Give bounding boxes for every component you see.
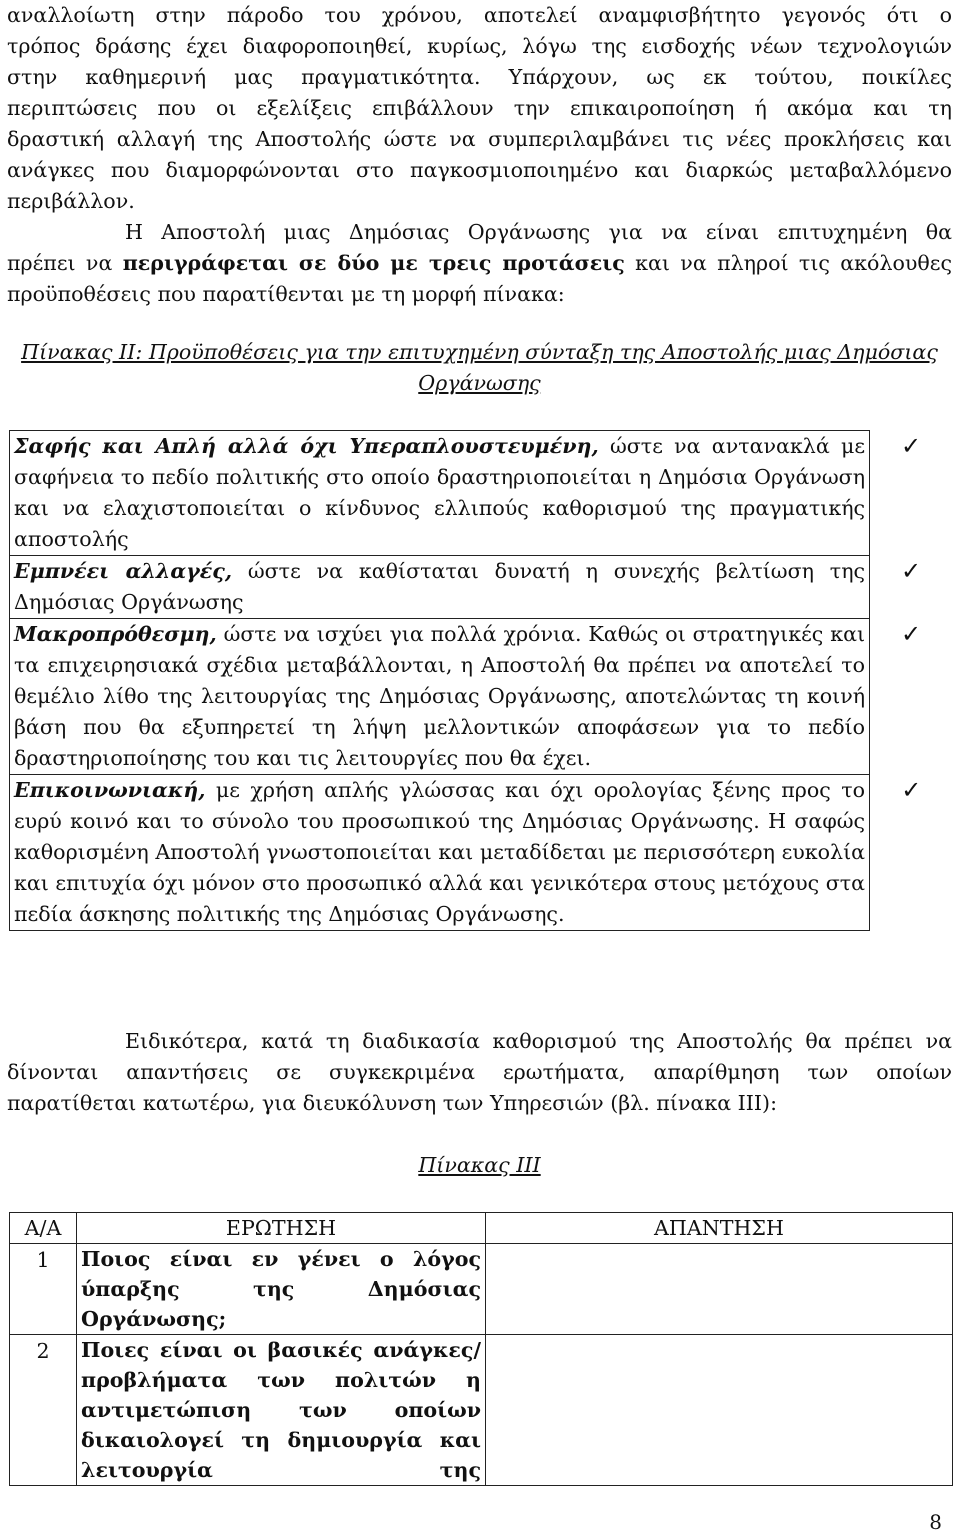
table-row (10, 619, 953, 775)
paragraph-2-text: και να πληροί τις ακόλουθες (624, 251, 952, 275)
criterion-term: Επικοινωνιακή, (14, 778, 206, 802)
table-3-caption (7, 1150, 952, 1181)
table-2-cell (10, 431, 870, 556)
paragraph-2-line: Η Αποστολή μιας Δημόσιας Οργάνωσης για να είναι επιτυχημένη θα (125, 220, 952, 244)
check-icon: ✓ (900, 556, 922, 585)
column-header-num: Α/Α (10, 1213, 77, 1244)
table-2 (9, 430, 953, 931)
table-row (10, 1335, 953, 1486)
column-header-question: ΕΡΩΤΗΣΗ (77, 1213, 486, 1244)
table-2-caption-line: Οργάνωσης (418, 371, 541, 395)
paragraph-1-line: αναλλοίωτη στην πάροδο του χρόνου, αποτελεί αναμφισβήτητο γεγονός ότι ο (7, 3, 952, 27)
row-number: 1 (10, 1244, 77, 1335)
criterion-text: με χρήση απλής γλώσσας και όχι ορολογίας ξένης προς το ευρύ κοινό και το σύνολο του προσωπικού της Δημόσιας Οργάνωσης. Η σαφώς καθορισμένη Αποστολή γνωστοποιείται και μεταδίδεται με περισσότερη ευκολία και επιτυχία όχι μόνον στο προσωπικό αλλά και γενικότερα στους μετόχους στα πεδία άσκησης πολιτικής της Δημόσιας Οργάνωσης. (14, 778, 866, 926)
page-number: 8 (929, 1510, 942, 1534)
table-2-caption-line: Πίνακας ΙΙ: Προϋποθέσεις για την επιτυχημένη σύνταξη της Αποστολής μιας Δημόσιας (21, 340, 938, 364)
criterion-text: ώστε να αντανακλά με σαφήνεια το πεδίο πολιτικής στο οποίο δραστηριοποιείται η Δημόσια Οργάνωση και να ελαχιστοποιείται ο κίνδυνος ελλιπούς καθορισμού της πραγματικής αποστολής (14, 434, 866, 551)
paragraph-3-line: Ειδικότερα, κατά τη διαδικασία καθορισμού της Αποστολής θα πρέπει να (125, 1029, 952, 1053)
paragraph-3 (7, 1026, 952, 1119)
table-2-cell (10, 619, 870, 775)
criterion-term: Εμπνέει αλλαγές, (14, 559, 232, 583)
table-2-cell (10, 556, 870, 619)
criterion-term: Μακροπρόθεσμη, (14, 622, 217, 646)
table-row (10, 431, 953, 556)
check-icon: ✓ (901, 775, 922, 804)
paragraph-1-line: περιβάλλον. (7, 189, 135, 213)
table-2-caption (7, 337, 952, 399)
question-cell: Ποιες είναι οι βασικές ανάγκες/προβλήματα των πολιτών η αντιμετώπιση των οποίων δικαιολογεί τη δημιουργία και λειτουργία της (77, 1335, 486, 1486)
answer-cell (486, 1244, 953, 1335)
criterion-text: ώστε να καθίσταται δυνατή η συνεχής βελτίωση της Δημόσιας Οργάνωσης (14, 559, 866, 614)
criterion-text: ώστε να ισχύει για πολλά χρόνια. Καθώς οι στρατηγικές και τα επιχειρησιακά σχέδια μεταβάλλονται, η Αποστολή θα πρέπει να αποτελεί το θεμέλιο λίθο της λειτουργίας της Δημόσιας Οργάνωσης, αποτελώντας τη κοινή βάση που θα εξυπηρετεί τη λήψη μελλοντικών αποφάσεων για το πεδίο δραστηριοποίησης του και τις λειτουργίες που θα έχει. (14, 622, 866, 770)
table-3 (9, 1212, 953, 1486)
table-row (10, 1244, 953, 1335)
paragraph-1-line: δραστική αλλαγή της Αποστολής ώστε να συμπεριλαμβάνει τις νέες προκλήσεις και (7, 127, 952, 151)
paragraph-1-line: τρόπος δράσης έχει διαφοροποιηθεί, κυρίως, λόγω της εισδοχής νέων τεχνολογιών (7, 34, 952, 58)
column-header-answer: ΑΠΑΝΤΗΣΗ (486, 1213, 953, 1244)
check-icon: ✓ (900, 619, 922, 648)
criterion-term: Σαφής και Απλή αλλά όχι Υπεραπλουστευμένη, (14, 434, 599, 458)
table-row (10, 556, 953, 619)
table-header-row (10, 1213, 953, 1244)
row-number: 2 (10, 1335, 77, 1486)
paragraph-1-line: στην καθημερινή μας πραγματικότητα. Υπάρχουν, ως εκ τούτου, ποικίλες (7, 65, 952, 89)
paragraph-3-line: δίνονται απαντήσεις σε συγκεκριμένα ερωτήματα, απαρίθμηση των οποίων (7, 1060, 952, 1084)
paragraph-3-line: παρατίθεται κατωτέρω, για διευκόλυνση των Υπηρεσιών (βλ. πίνακα ΙΙΙ): (7, 1091, 778, 1115)
table-row (10, 775, 953, 931)
paragraph-2-line (7, 248, 952, 279)
table-2-cell (10, 775, 870, 931)
paragraph-2-emphasis: περιγράφεται σε δύο με τρεις προτάσεις (122, 251, 625, 275)
paragraph-1-line: ανάγκες που διαμορφώνονται στο παγκοσμιοποιημένο και διαρκώς μεταβαλλόμενο (7, 158, 952, 182)
paragraph-2-text: πρέπει να (7, 251, 123, 275)
table-3-caption-text: Πίνακας ΙΙΙ (418, 1153, 541, 1177)
paragraph-1-line: περιπτώσεις που οι εξελίξεις επιβάλλουν την επικαιροποίηση ή ακόμα και τη (7, 96, 952, 120)
answer-cell (486, 1335, 953, 1486)
paragraph-2 (7, 217, 952, 310)
paragraph-1 (7, 0, 952, 217)
question-cell: Ποιος είναι εν γένει ο λόγος ύπαρξης της Δημόσιας Οργάνωσης; (77, 1244, 486, 1335)
check-icon: ✓ (900, 431, 922, 460)
paragraph-2-line: προϋποθέσεις που παρατίθενται με τη μορφή πίνακα: (7, 282, 565, 306)
